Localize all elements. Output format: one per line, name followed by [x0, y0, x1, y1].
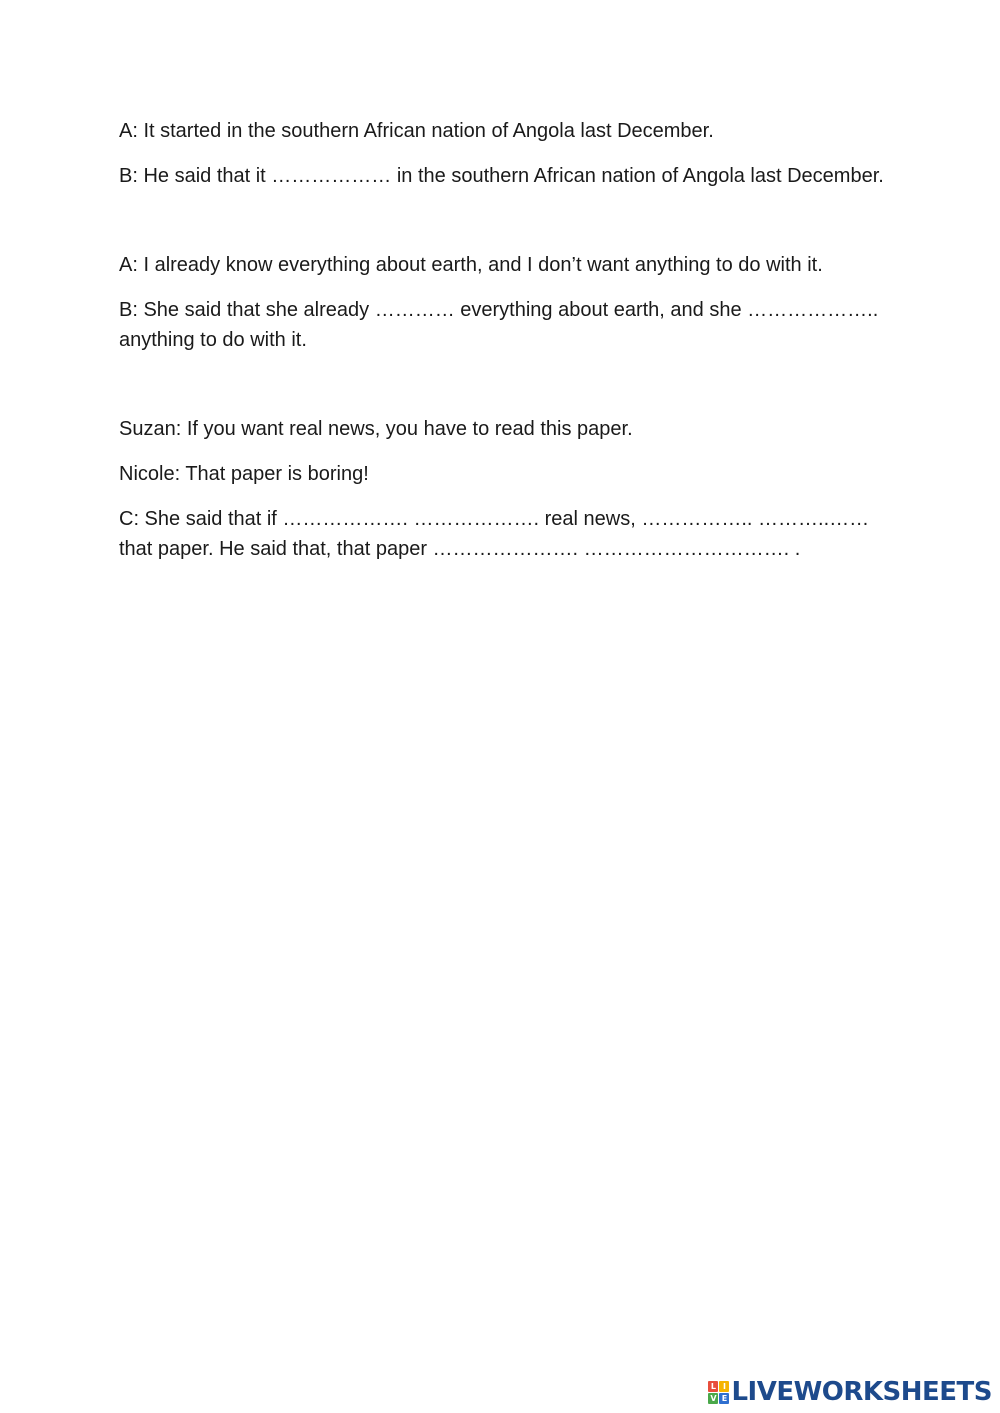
exercise-3	[119, 414, 889, 564]
logo-mark-tile: L	[708, 1381, 718, 1392]
exercise-line: B: He said that it ……………… in the southern African nation of Angola last December.	[119, 165, 884, 187]
exercise-line: B: She said that she already ………… everything about earth, and she ……………….. anything to do with it.	[119, 299, 879, 351]
logo-mark-icon	[708, 1381, 728, 1403]
worksheet-content	[119, 116, 889, 579]
logo-mark-tile: V	[710, 1394, 717, 1403]
exercise-line: C: She said that if ………………. ………………. real news, …………….. ………..…… that paper. He said that, that paper …………………. …………………………. .	[119, 508, 870, 560]
logo-mark-tile: E	[719, 1393, 729, 1404]
liveworksheets-logo	[708, 1377, 992, 1407]
exercise-2	[119, 250, 889, 355]
logo-mark-tile: I	[719, 1381, 729, 1392]
exercise-line: Nicole: That paper is boring!	[119, 463, 369, 485]
exercise-line: A: I already know everything about earth, and I don’t want anything to do with it.	[119, 254, 823, 276]
exercise-1	[119, 116, 889, 191]
exercise-line: Suzan: If you want real news, you have to read this paper.	[119, 418, 633, 440]
logo-text: LIVEWORKSHEETS	[731, 1377, 992, 1407]
exercise-line: A: It started in the southern African nation of Angola last December.	[119, 120, 714, 142]
